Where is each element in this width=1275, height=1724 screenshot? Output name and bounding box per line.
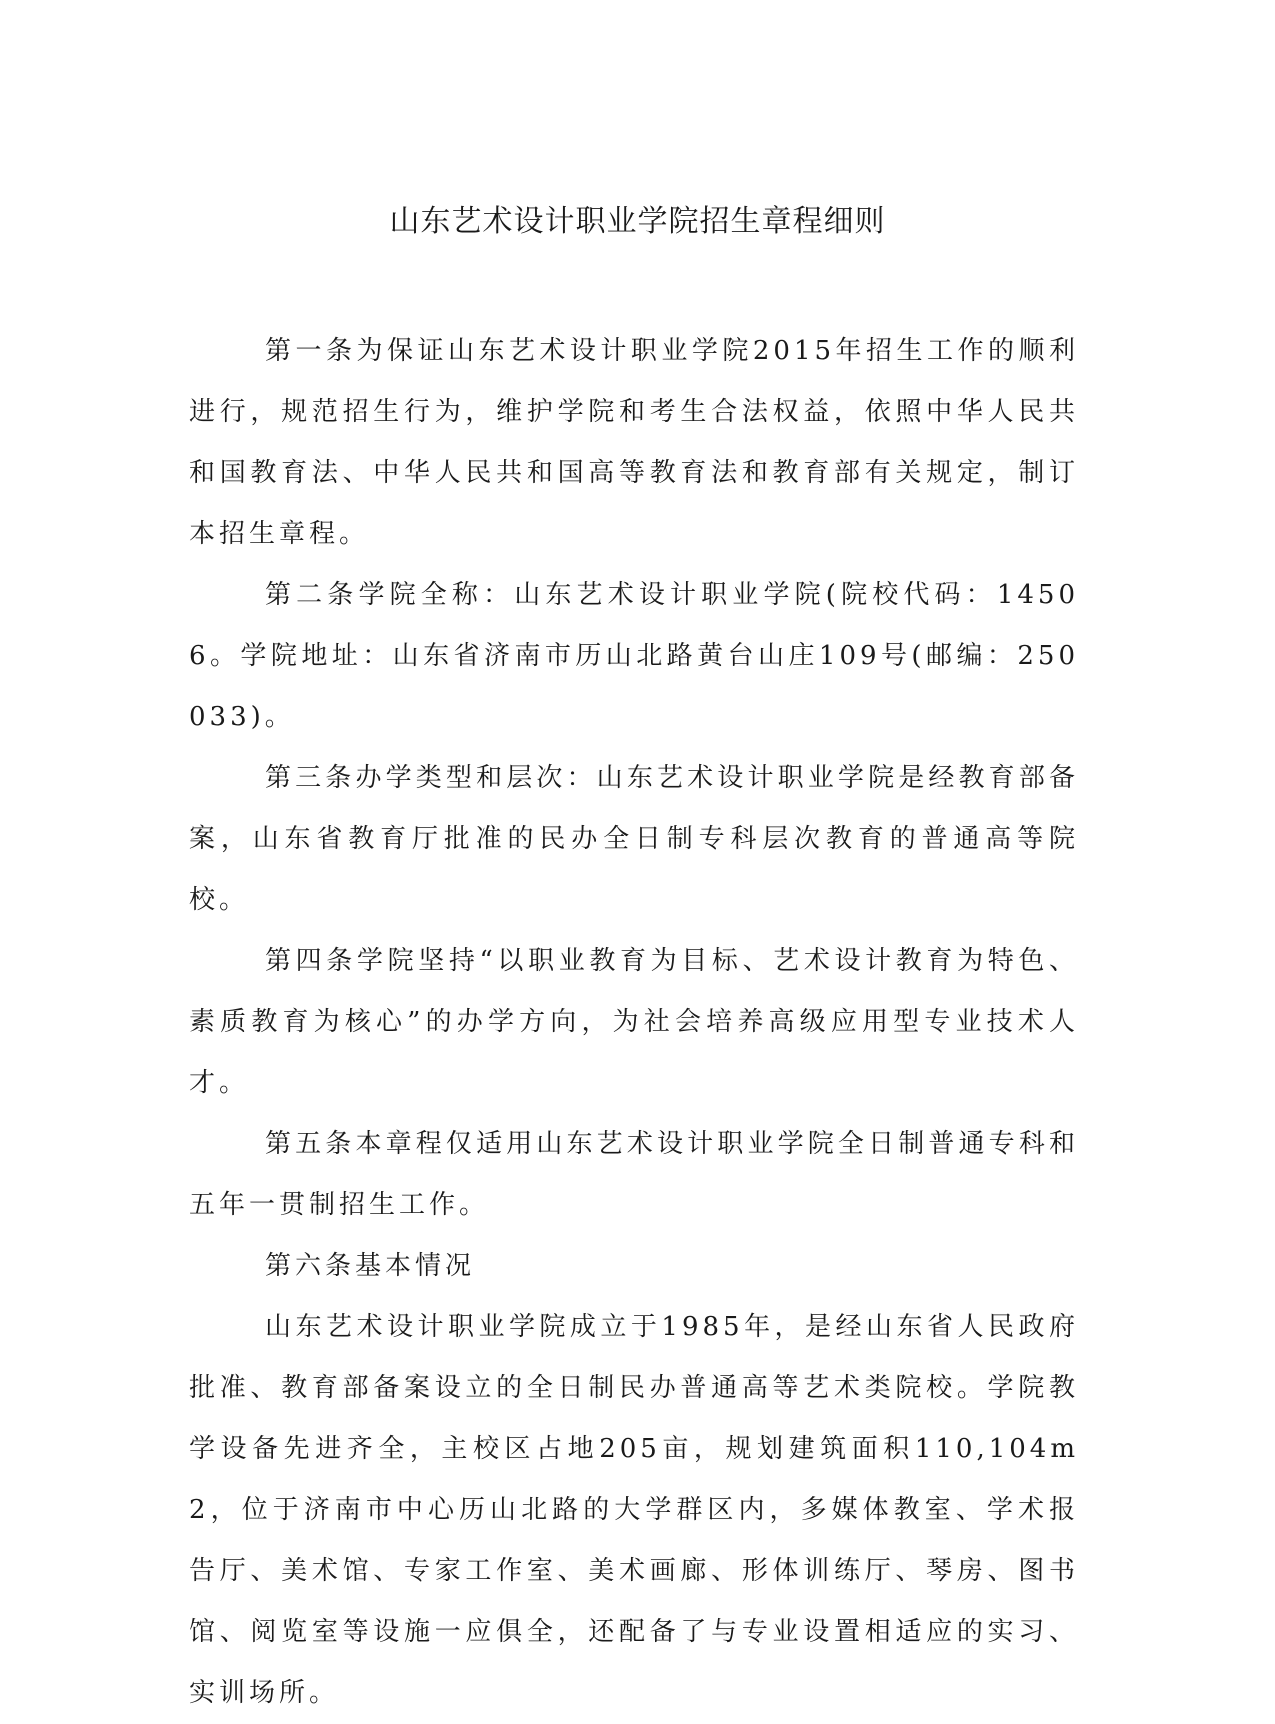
document-body [189, 321, 1079, 1724]
paragraph-basic-info: 山东艺术设计职业学院成立于1985年，是经山东省人民政府批准、教育部备案设立的全日制民办普通高等艺术类院校。学院教学设备先进齐全，主校区占地205亩，规划建筑面积110,104m2，位于济南市中心历山北路的大学群区内，多媒体教室、学术报告厅、美术馆、专家工作室、美术画廊、形体训练厅、琴房、图书馆、阅览室等设施一应俱全，还配备了与专业设置相适应的实习、实训场所。 [189, 1312, 1079, 1708]
paragraph-article-3: 第三条办学类型和层次：山东艺术设计职业学院是经教育部备案，山东省教育厅批准的民办全日制专科层次教育的普通高等院校。 [189, 763, 1079, 915]
paragraph-article-2: 第二条学院全称：山东艺术设计职业学院(院校代码：14506。学院地址：山东省济南市历山北路黄台山庄109号(邮编：250033)。 [189, 580, 1079, 732]
document-title: 山东艺术设计职业学院招生章程细则 [389, 204, 886, 239]
paragraph-article-6-heading: 第六条基本情况 [265, 1251, 476, 1281]
paragraph-article-4: 第四条学院坚持“以职业教育为目标、艺术设计教育为特色、素质教育为核心”的办学方向，为社会培养高级应用型专业技术人才。 [189, 946, 1079, 1098]
paragraph-article-5: 第五条本章程仅适用山东艺术设计职业学院全日制普通专科和五年一贯制招生工作。 [189, 1129, 1079, 1220]
paragraph-article-1: 第一条为保证山东艺术设计职业学院2015年招生工作的顺利进行，规范招生行为，维护学院和考生合法权益，依照中华人民共和国教育法、中华人民共和国高等教育法和教育部有关规定，制订本招生章程。 [189, 336, 1079, 549]
